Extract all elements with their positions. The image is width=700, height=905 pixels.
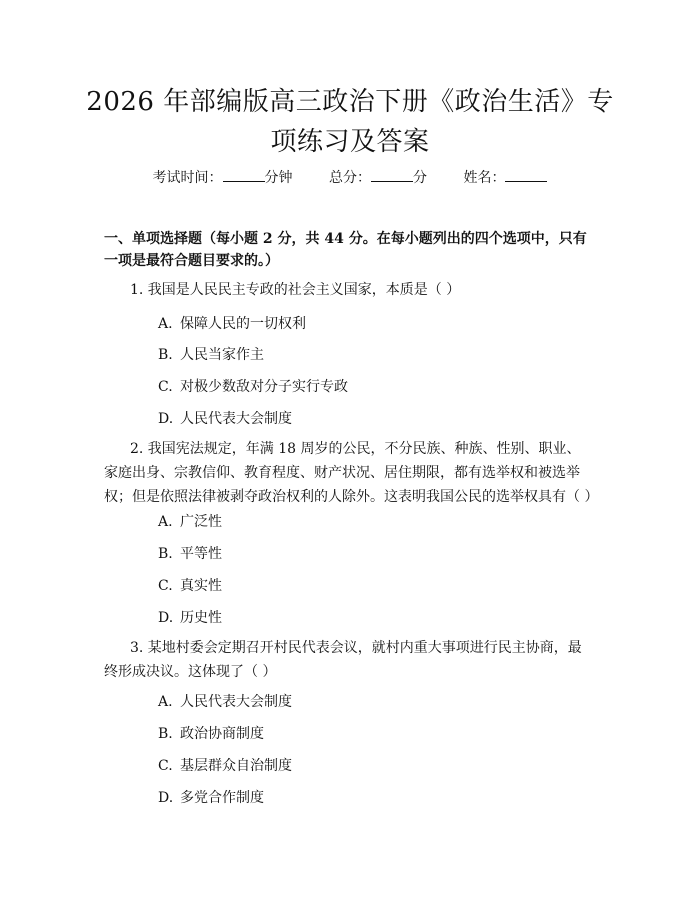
option: B. 人民当家作主 <box>158 347 264 363</box>
option: C. 基层群众自治制度 <box>158 758 292 774</box>
option: D. 人民代表大会制度 <box>158 411 292 427</box>
question-stem: 3. 某地村委会定期召开村民代表会议，就村内重大事项进行民主协商，最终形成决议。这体现了（ ） <box>104 640 582 680</box>
option: A. 广泛性 <box>158 514 222 530</box>
option: A. 人民代表大会制度 <box>158 694 292 710</box>
time-blank <box>223 167 265 182</box>
option: C. 对极少数敌对分子实行专政 <box>158 379 348 395</box>
exam-meta <box>0 167 700 188</box>
name-blank <box>505 167 547 182</box>
score-blank <box>371 167 413 182</box>
question-stem: 1. 我国是人民民主专政的社会主义国家，本质是（ ） <box>130 282 461 298</box>
title-line-2: 项练习及答案 <box>270 127 430 157</box>
option: B. 平等性 <box>158 546 222 562</box>
question-stem: 2. 我国宪法规定，年满 18 周岁的公民，不分民族、种族、性别、职业、家庭出身、宗教信仰、教育程度、财产状况、居住期限，都有选举权和被选举权；但是依照法律被剥夺政治权利的人除外。这表明我国公民的选举权具有（ ） <box>104 441 599 505</box>
section-header: 一、单项选择题（每小题 2 分，共 44 分。在每小题列出的四个选项中，只有一项是最符合题目要求的。） <box>104 231 587 269</box>
title-line-1: 2026 年部编版高三政治下册《政治生活》专 <box>86 87 614 117</box>
option: D. 历史性 <box>158 610 222 626</box>
exam-time: 考试时间： 分钟 <box>153 167 293 188</box>
document-title <box>60 82 640 162</box>
exam-name: 姓名： <box>463 167 547 188</box>
option: A. 保障人民的一切权利 <box>158 316 306 332</box>
option: D. 多党合作制度 <box>158 790 264 806</box>
option: C. 真实性 <box>158 578 222 594</box>
exam-score: 总分： 分 <box>329 167 427 188</box>
option: B. 政治协商制度 <box>158 726 264 742</box>
